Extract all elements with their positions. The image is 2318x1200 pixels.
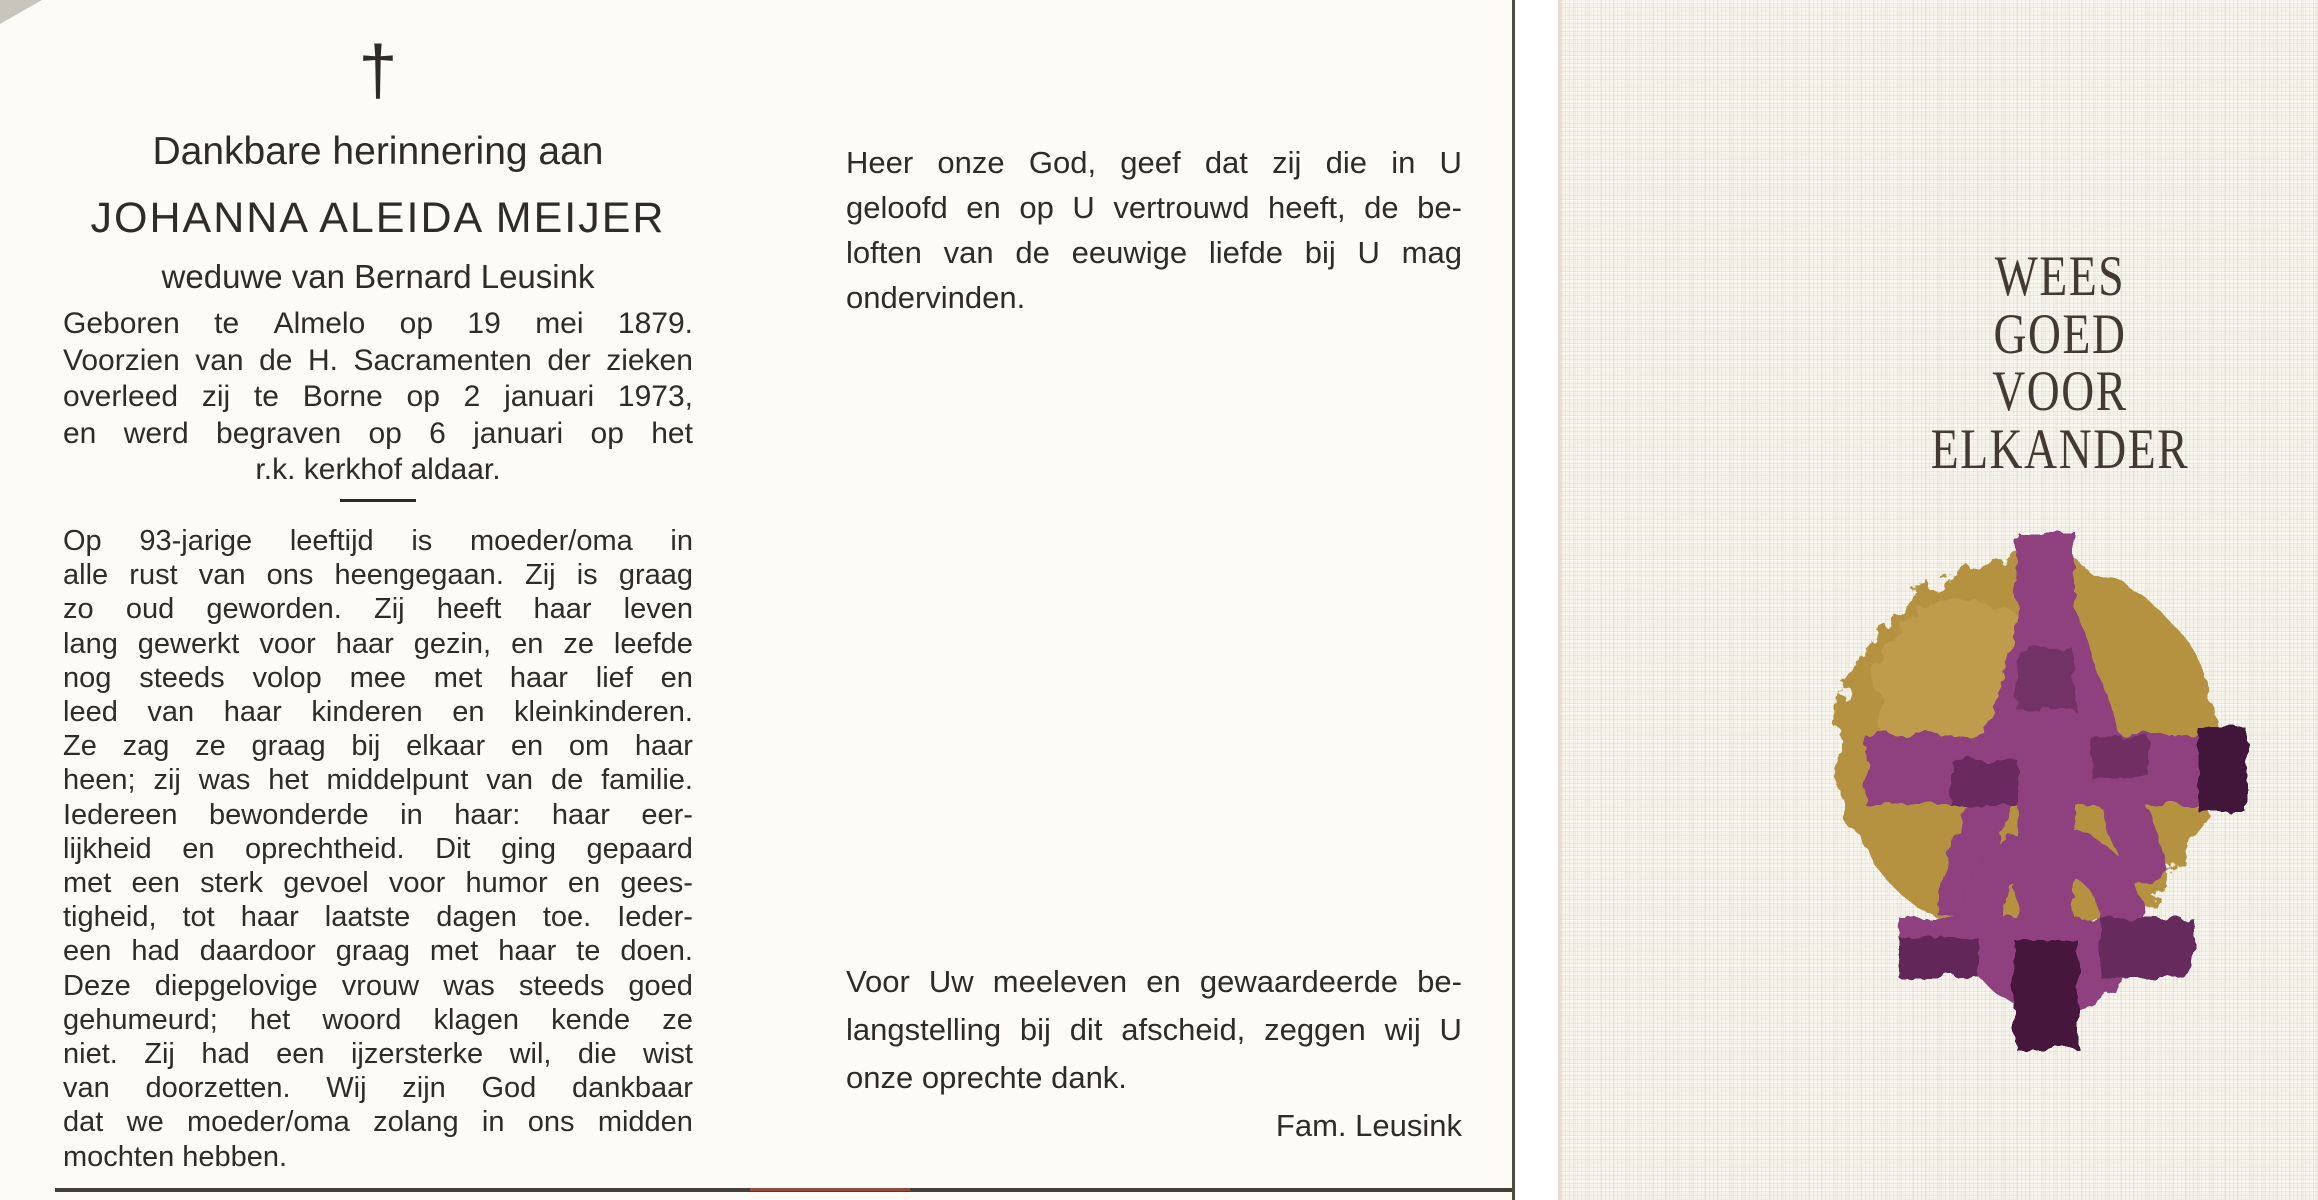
- memorial-cross-symbol: †: [358, 31, 398, 109]
- memorial-text-line: alle rust van ons heengegaan. Zij is graag: [63, 559, 693, 592]
- card-fold-shadow: [1512, 0, 1515, 1200]
- memorial-text-line: Ze zag ze graag bij elkaar en om haar: [63, 730, 693, 763]
- prayer-block: [846, 140, 1462, 320]
- thanks-line: onze oprechte dank.: [846, 1060, 1127, 1095]
- relation-line: weduwe van Bernard Leusink: [161, 258, 595, 295]
- memorial-text-line: mochten hebben.: [63, 1140, 288, 1173]
- family-signature: Fam. Leusink: [1275, 1108, 1462, 1143]
- divider-rule: [340, 499, 416, 502]
- memorial-text-line: tigheid, tot haar laatste dagen toe. Ieder-: [63, 901, 693, 934]
- prayer-line: ondervinden.: [846, 280, 1026, 315]
- vitals-line: Voorzien van de H. Sacramenten der zieken: [63, 343, 693, 377]
- memorial-text-line: leed van haar kinderen en kleinkinderen.: [63, 696, 693, 729]
- memorial-text-line: dat we moeder/oma zolang in ons midden: [63, 1106, 693, 1139]
- thanks-line: langstelling bij dit afscheid, zeggen wij U: [846, 1012, 1462, 1047]
- vitals-line: en werd begraven op 6 januari op het: [63, 416, 693, 450]
- memorial-text-line: nog steeds volop mee met haar lief en: [63, 661, 693, 694]
- vitals-line: Geboren te Almelo op 19 mei 1879.: [63, 307, 693, 340]
- deceased-name: JOHANNA ALEIDA MEIJER: [90, 194, 666, 242]
- memorial-text-line: een had daardoor graag met haar te doen.: [63, 935, 693, 968]
- vitals-block: [63, 306, 693, 489]
- memorial-text-line: niet. Zij had een ijzersterke wil, die wist: [63, 1038, 693, 1071]
- memorial-text-line: Deze diepgelovige vrouw was steeds goed: [63, 969, 693, 1002]
- motto-line: ELKANDER: [1930, 417, 2190, 481]
- right-card-linen: [1561, 0, 2318, 1200]
- thanks-line: Voor Uw meeleven en gewaardeerde be-: [846, 964, 1462, 999]
- memorial-text-line: lang gewerkt voor haar gezin, en ze leefde: [63, 627, 693, 660]
- memorial-text-line: gehumeurd; het woord klagen kende ze: [63, 1003, 693, 1036]
- panel-edge-tint: [1558, 0, 1561, 1200]
- memorial-text-line: zo oud geworden. Zij heeft haar leven: [63, 593, 693, 626]
- intro-line: Dankbare herinnering aan: [152, 130, 604, 173]
- motto-line: WEES: [1994, 245, 2126, 308]
- vitals-line: r.k. kerkhof aldaar.: [255, 453, 501, 486]
- vitals-line: overleed zij te Borne op 2 januari 1973,: [63, 380, 693, 413]
- memorial-text-line: heen; zij was het middelpunt van de familie.: [63, 764, 693, 797]
- motto-line: GOED: [1993, 302, 2127, 366]
- memorial-text-line: lijkheid en oprechtheid. Dit ging gepaard: [63, 832, 693, 865]
- thanks-block: [846, 958, 1462, 1102]
- motto-block: [1860, 245, 2260, 481]
- prayer-line: Heer onze God, geef dat zij die in U: [846, 145, 1462, 180]
- memorial-text-block: [63, 524, 693, 1174]
- motto-line: VOOR: [1992, 360, 2128, 423]
- prayer-line: geloofd en op U vertrouwd heeft, de be-: [846, 190, 1462, 225]
- memorial-text-line: Iedereen bewonderde in haar: haar eer-: [63, 798, 693, 831]
- memorial-text-line: Op 93-jarige leeftijd is moeder/oma in: [63, 525, 693, 557]
- card-bottom-edge-mark: [750, 1188, 910, 1191]
- memorial-text-line: met een sterk gevoel voor humor en gees-: [63, 867, 693, 900]
- prayer-line: loften van de eeuwige liefde bij U mag: [846, 235, 1462, 270]
- memorial-text-line: van doorzetten. Wij zijn God dankbaar: [63, 1072, 693, 1105]
